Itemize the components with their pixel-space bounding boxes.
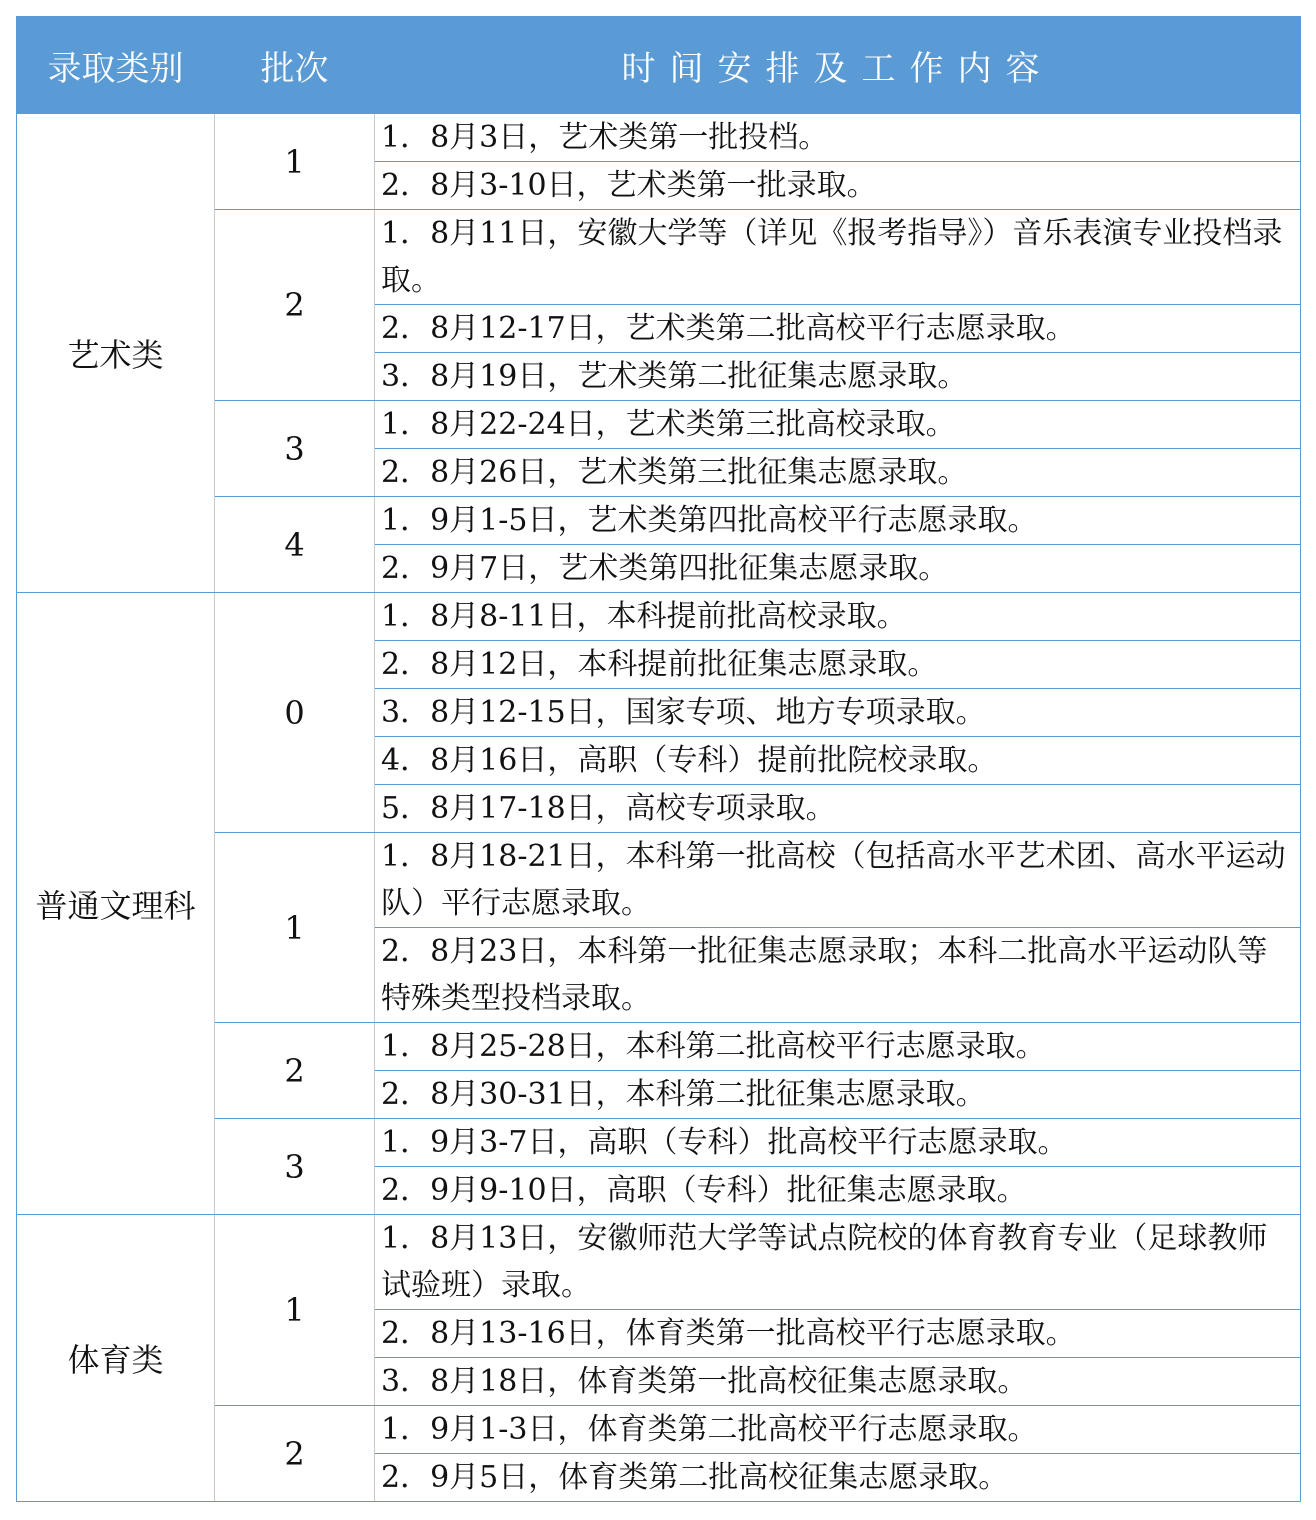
schedule-item: 2．8月30-31日，本科第二批征集志愿录取。 xyxy=(375,1071,1301,1119)
schedule-item: 1．8月3日，艺术类第一批投档。 xyxy=(375,114,1301,162)
schedule-item: 2．8月12-17日，艺术类第二批高校平行志愿录取。 xyxy=(375,305,1301,353)
batch-cell: 2 xyxy=(215,210,375,401)
batch-cell: 0 xyxy=(215,593,375,833)
schedule-item: 2．9月7日，艺术类第四批征集志愿录取。 xyxy=(375,545,1301,593)
header-batch: 批次 xyxy=(215,17,375,114)
schedule-item: 2．8月3-10日，艺术类第一批录取。 xyxy=(375,162,1301,210)
batch-cell: 2 xyxy=(215,1023,375,1119)
admission-schedule-table-wrap xyxy=(16,16,1300,1502)
schedule-item: 1．8月11日，安徽大学等（详见《报考指导》）音乐表演专业投档录取。 xyxy=(375,210,1301,305)
schedule-item: 1．8月22-24日，艺术类第三批高校录取。 xyxy=(375,401,1301,449)
table-row xyxy=(17,593,1301,641)
schedule-item: 3．8月19日，艺术类第二批征集志愿录取。 xyxy=(375,353,1301,401)
schedule-item: 4．8月16日，高职（专科）提前批院校录取。 xyxy=(375,737,1301,785)
header-row xyxy=(17,17,1301,114)
batch-cell: 2 xyxy=(215,1406,375,1502)
schedule-item: 2．8月13-16日，体育类第一批高校平行志愿录取。 xyxy=(375,1310,1301,1358)
batch-cell: 1 xyxy=(215,833,375,1023)
table-header xyxy=(17,17,1301,114)
admission-schedule-table xyxy=(16,16,1301,1502)
header-content: 时间安排及工作内容 xyxy=(375,17,1301,114)
batch-cell: 1 xyxy=(215,1215,375,1406)
table-body xyxy=(17,114,1301,1502)
schedule-item: 1．8月18-21日，本科第一批高校（包括高水平艺术团、高水平运动队）平行志愿录取。 xyxy=(375,833,1301,928)
schedule-item: 2．8月23日，本科第一批征集志愿录取；本科二批高水平运动队等特殊类型投档录取。 xyxy=(375,928,1301,1023)
batch-cell: 3 xyxy=(215,401,375,497)
category-cell: 艺术类 xyxy=(17,114,215,593)
schedule-item: 3．8月12-15日，国家专项、地方专项录取。 xyxy=(375,689,1301,737)
schedule-item: 1．9月3-7日，高职（专科）批高校平行志愿录取。 xyxy=(375,1119,1301,1167)
batch-cell: 4 xyxy=(215,497,375,593)
schedule-item: 1．9月1-3日，体育类第二批高校平行志愿录取。 xyxy=(375,1406,1301,1454)
header-category: 录取类别 xyxy=(17,17,215,114)
table-row xyxy=(17,1215,1301,1310)
schedule-item: 2．8月26日，艺术类第三批征集志愿录取。 xyxy=(375,449,1301,497)
category-cell: 普通文理科 xyxy=(17,593,215,1215)
schedule-item: 2．9月9-10日，高职（专科）批征集志愿录取。 xyxy=(375,1167,1301,1215)
schedule-item: 1．8月8-11日，本科提前批高校录取。 xyxy=(375,593,1301,641)
schedule-item: 1．8月13日，安徽师范大学等试点院校的体育教育专业（足球教师试验班）录取。 xyxy=(375,1215,1301,1310)
table-row xyxy=(17,114,1301,162)
batch-cell: 3 xyxy=(215,1119,375,1215)
schedule-item: 1．8月25-28日，本科第二批高校平行志愿录取。 xyxy=(375,1023,1301,1071)
schedule-item: 2．8月12日，本科提前批征集志愿录取。 xyxy=(375,641,1301,689)
schedule-item: 5．8月17-18日，高校专项录取。 xyxy=(375,785,1301,833)
schedule-item: 3．8月18日，体育类第一批高校征集志愿录取。 xyxy=(375,1358,1301,1406)
category-cell: 体育类 xyxy=(17,1215,215,1502)
schedule-item: 1．9月1-5日，艺术类第四批高校平行志愿录取。 xyxy=(375,497,1301,545)
schedule-item: 2．9月5日，体育类第二批高校征集志愿录取。 xyxy=(375,1454,1301,1502)
batch-cell: 1 xyxy=(215,114,375,210)
